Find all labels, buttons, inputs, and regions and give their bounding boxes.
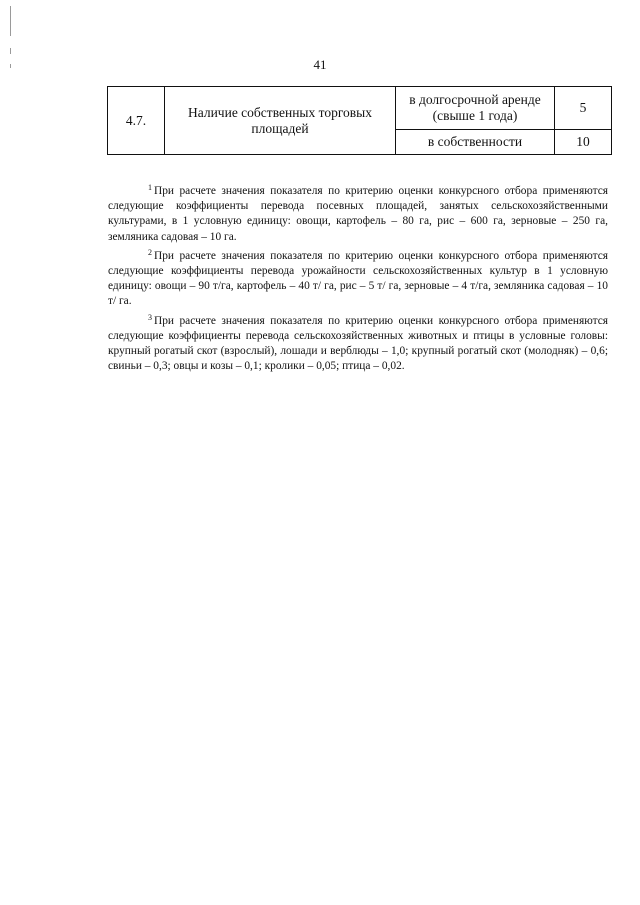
footnote-text: При расчете значения показателя по критерию оценки конкурсного отбора применяются следующие коэффициенты перевода урожайности сельскохозяйственных культур в 1 условную единицу: овощи – 90 т/га, картофель – 40 т/ га, рис – 5 т/ га, зерновые – 4 т/га, земляника садовая – 10 т/ га.	[108, 249, 608, 308]
scan-edge-mark	[10, 6, 11, 36]
footnote	[108, 180, 608, 245]
footnote-mark: 3	[148, 312, 152, 322]
score-cell: 5	[555, 87, 612, 130]
footnote	[108, 245, 608, 310]
table-row	[108, 87, 612, 130]
condition-cell: в долгосрочной аренде (свыше 1 года)	[396, 87, 555, 130]
footnote	[108, 310, 608, 375]
footnote-mark: 1	[148, 183, 152, 192]
score-cell: 10	[555, 130, 612, 155]
criteria-table	[107, 86, 612, 155]
footnote-mark: 2	[148, 247, 152, 257]
scan-edge-mark	[10, 48, 11, 54]
condition-cell: в собственности	[396, 130, 555, 155]
row-number: 4.7.	[108, 87, 165, 155]
criterion-name: Наличие собственных торговых площадей	[165, 87, 396, 155]
footnotes	[108, 180, 608, 374]
footnote-text: При расчете значения показателя по критерию оценки конкурсного отбора применяются следующие коэффициенты перевода сельскохозяйственных животных и птицы в условные головы: крупный рогатый скот (взрослый), лошади и верблюды – 1,0; крупный рогатый скот (молодняк) – 0,6; свиньи – 0,3; овцы и козы – 0,1; кролики – 0,05; птица – 0,02.	[108, 314, 608, 373]
footnote-text: При расчете значения показателя по критерию оценки конкурсного отбора применяются следующие коэффициенты перевода посевных площадей, занятых сельскохозяйственными культурами, в 1 условную единицу: овощи, картофель – 80 га, рис – 600 га, зерновые – 250 га, земляника садовая – 10 га.	[108, 185, 608, 243]
page-number: 41	[313, 57, 327, 72]
